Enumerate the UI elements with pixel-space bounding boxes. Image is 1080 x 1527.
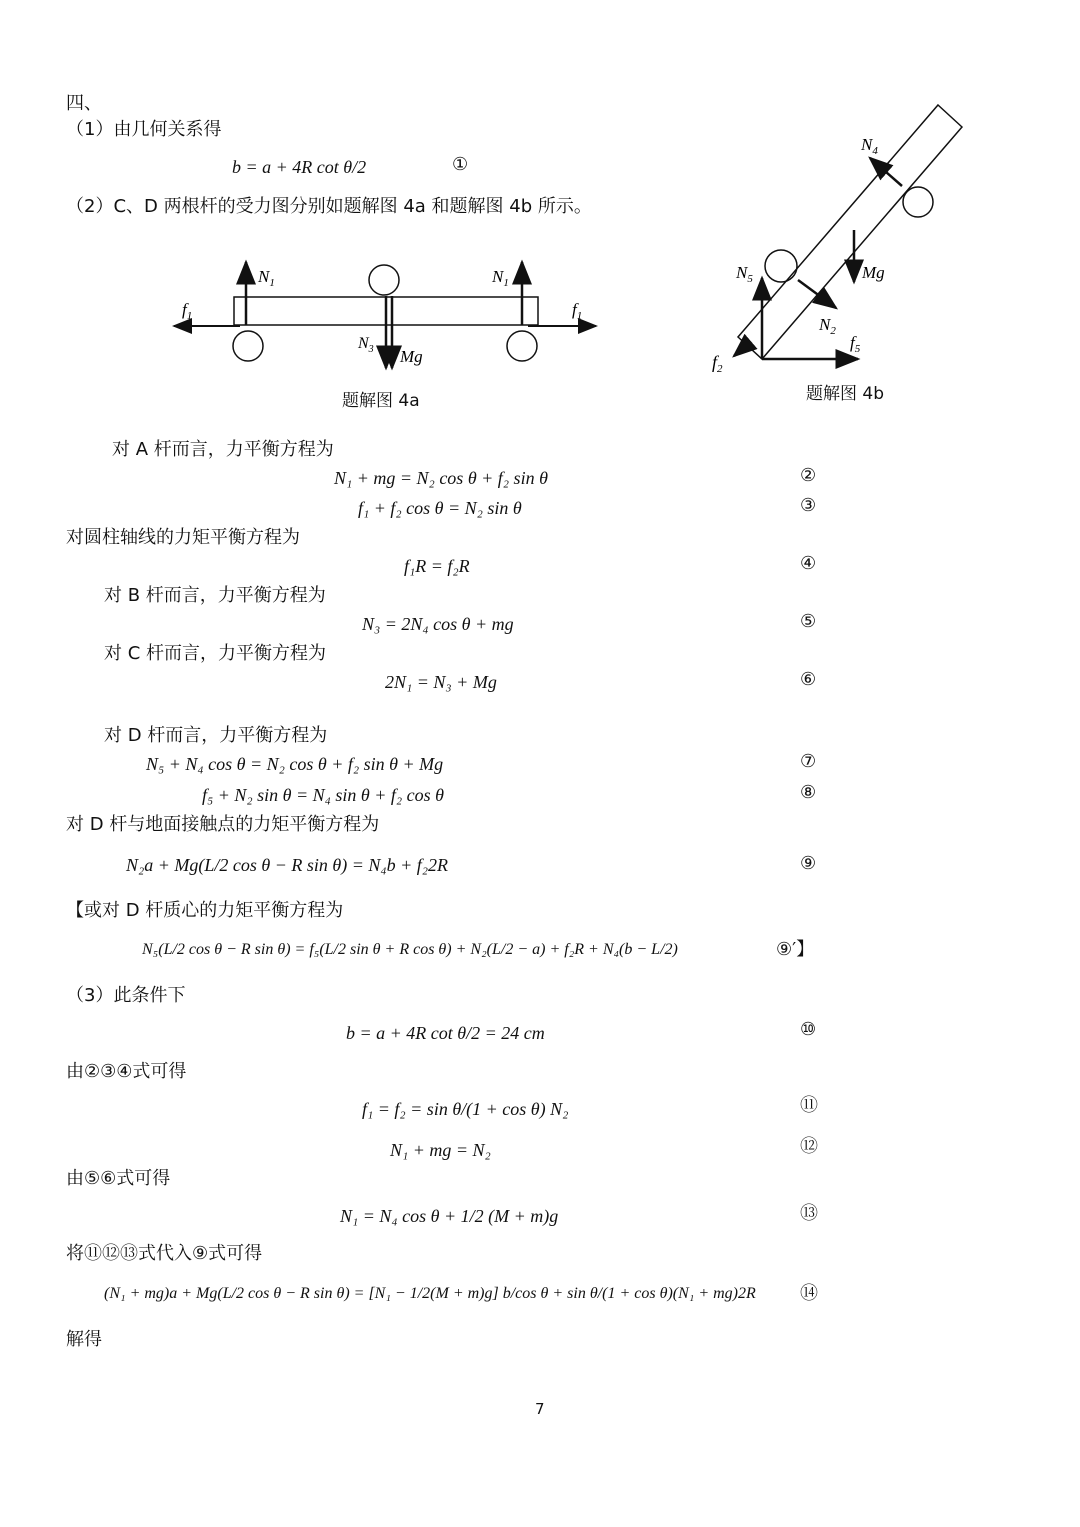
equation-13: N₁ = N₄ cos θ + 1/2 (M + m)g bbox=[340, 1206, 559, 1226]
eq-marker-10: ⑩ bbox=[800, 1019, 817, 1040]
eq-marker-9: ⑨ bbox=[800, 853, 817, 874]
eq-marker-5: ⑤ bbox=[800, 611, 817, 632]
figure-4b bbox=[706, 100, 976, 385]
cylinder-lower bbox=[765, 250, 797, 282]
eq-marker-1: ① bbox=[452, 154, 469, 175]
figure-4a bbox=[160, 250, 610, 385]
text-line: （3）此条件下 bbox=[66, 985, 186, 1006]
label-mg-b: Mg bbox=[862, 263, 885, 282]
label-n1-right: $N_1$ bbox=[492, 267, 509, 289]
eq-marker-11: ⑪ bbox=[800, 1095, 818, 1116]
cylinder-upper bbox=[903, 187, 933, 217]
text-line: 对 A 杆而言，力平衡方程为 bbox=[112, 439, 334, 460]
text-line: 对 D 杆而言，力平衡方程为 bbox=[104, 725, 328, 746]
text-line: 由②③④式可得 bbox=[66, 1061, 187, 1082]
section-heading: 四、 bbox=[66, 93, 102, 114]
eq-marker-9-alt: ⑨′】 bbox=[776, 939, 815, 960]
equation-5: N₃ = 2N₄ cos θ + mg bbox=[362, 614, 514, 634]
label-f1-left: $f_1$ bbox=[182, 300, 193, 322]
text-line: 由⑤⑥式可得 bbox=[66, 1168, 171, 1189]
eq-marker-3: ③ bbox=[800, 495, 817, 516]
equation-9: N₂a + Mg(L/2 cos θ − R sin θ) = N₄b + f₂2R bbox=[126, 855, 449, 875]
label-n4: $N_4$ bbox=[861, 135, 878, 157]
equation-3: f₁ + f₂ cos θ = N₂ sin θ bbox=[358, 498, 522, 518]
label-mg: Mg bbox=[400, 347, 423, 366]
figure-4a-caption: 题解图 4a bbox=[342, 391, 420, 411]
equation-10: b = a + 4R cot θ/2 = 24 cm bbox=[346, 1023, 545, 1043]
equation-7: N₅ + N₄ cos θ = N₂ cos θ + f₂ sin θ + Mg bbox=[146, 754, 444, 774]
equation-2: N₁ + mg = N₂ cos θ + f₂ sin θ bbox=[334, 468, 548, 488]
eq-marker-8: ⑧ bbox=[800, 782, 817, 803]
label-n5: $N_5$ bbox=[736, 263, 753, 285]
text-line: 对圆柱轴线的力矩平衡方程为 bbox=[66, 527, 300, 548]
label-f2: $f_2$ bbox=[712, 352, 723, 375]
equation-1: b = a + 4R cot θ/2 bbox=[232, 157, 367, 177]
text-line: 将⑪⑫⑬式代入⑨式可得 bbox=[66, 1243, 263, 1264]
equation-4: f₁R = f₂R bbox=[404, 556, 470, 576]
equation-9-alt: N₅(L/2 cos θ − R sin θ) = f₅(L/2 sin θ + R cos θ) + N₂(L/2 − a) + f₂R + N₄(b − L/2) bbox=[142, 941, 678, 958]
equation-6: 2N₁ = N₃ + Mg bbox=[385, 672, 497, 692]
text-line: 解得 bbox=[66, 1329, 102, 1350]
label-n1-left: $N_1$ bbox=[258, 267, 275, 289]
part-1-intro: （1）由几何关系得 bbox=[66, 119, 222, 140]
eq-marker-13: ⑬ bbox=[800, 1203, 818, 1224]
rod-d bbox=[738, 105, 962, 359]
text-line: 【或对 D 杆质心的力矩平衡方程为 bbox=[66, 900, 344, 921]
eq-marker-7: ⑦ bbox=[800, 751, 817, 772]
arrow-n2 bbox=[798, 280, 836, 308]
eq-marker-4: ④ bbox=[800, 553, 817, 574]
label-f5: $f_5$ bbox=[850, 333, 861, 355]
eq-marker-12: ⑫ bbox=[800, 1136, 818, 1157]
label-n3: $N_3$ bbox=[358, 335, 374, 355]
page-number: 7 bbox=[535, 1400, 545, 1418]
label-f1-right: $f_1$ bbox=[572, 300, 583, 322]
eq-marker-2: ② bbox=[800, 465, 817, 486]
eq-marker-6: ⑥ bbox=[800, 669, 817, 690]
eq-marker-14: ⑭ bbox=[800, 1283, 818, 1304]
label-n2: $N_2$ bbox=[819, 315, 836, 337]
cylinder-top bbox=[369, 265, 399, 295]
cylinder-right bbox=[507, 331, 537, 361]
text-line: 对 C 杆而言，力平衡方程为 bbox=[104, 643, 327, 664]
text-line: 对 D 杆与地面接触点的力矩平衡方程为 bbox=[66, 814, 380, 835]
part-2-intro: （2）C、D 两根杆的受力图分别如题解图 4a 和题解图 4b 所示。 bbox=[66, 196, 592, 217]
arrow-f2 bbox=[734, 344, 748, 356]
arrow-n4 bbox=[870, 158, 902, 186]
cylinder-left bbox=[233, 331, 263, 361]
text-line: 对 B 杆而言，力平衡方程为 bbox=[104, 585, 326, 606]
equation-14: (N₁ + mg)a + Mg(L/2 cos θ − R sin θ) = [N₁ − 1/2(M + m)g] b/cos θ + sin θ/(1 + cos θ)(N₁ + mg)2R bbox=[104, 1285, 756, 1302]
equation-12: N₁ + mg = N₂ bbox=[390, 1140, 491, 1160]
equation-11: f₁ = f₂ = sin θ/(1 + cos θ) N₂ bbox=[362, 1099, 569, 1119]
figure-4b-caption: 题解图 4b bbox=[806, 384, 885, 404]
equation-8: f₅ + N₂ sin θ = N₄ sin θ + f₂ cos θ bbox=[202, 785, 445, 805]
